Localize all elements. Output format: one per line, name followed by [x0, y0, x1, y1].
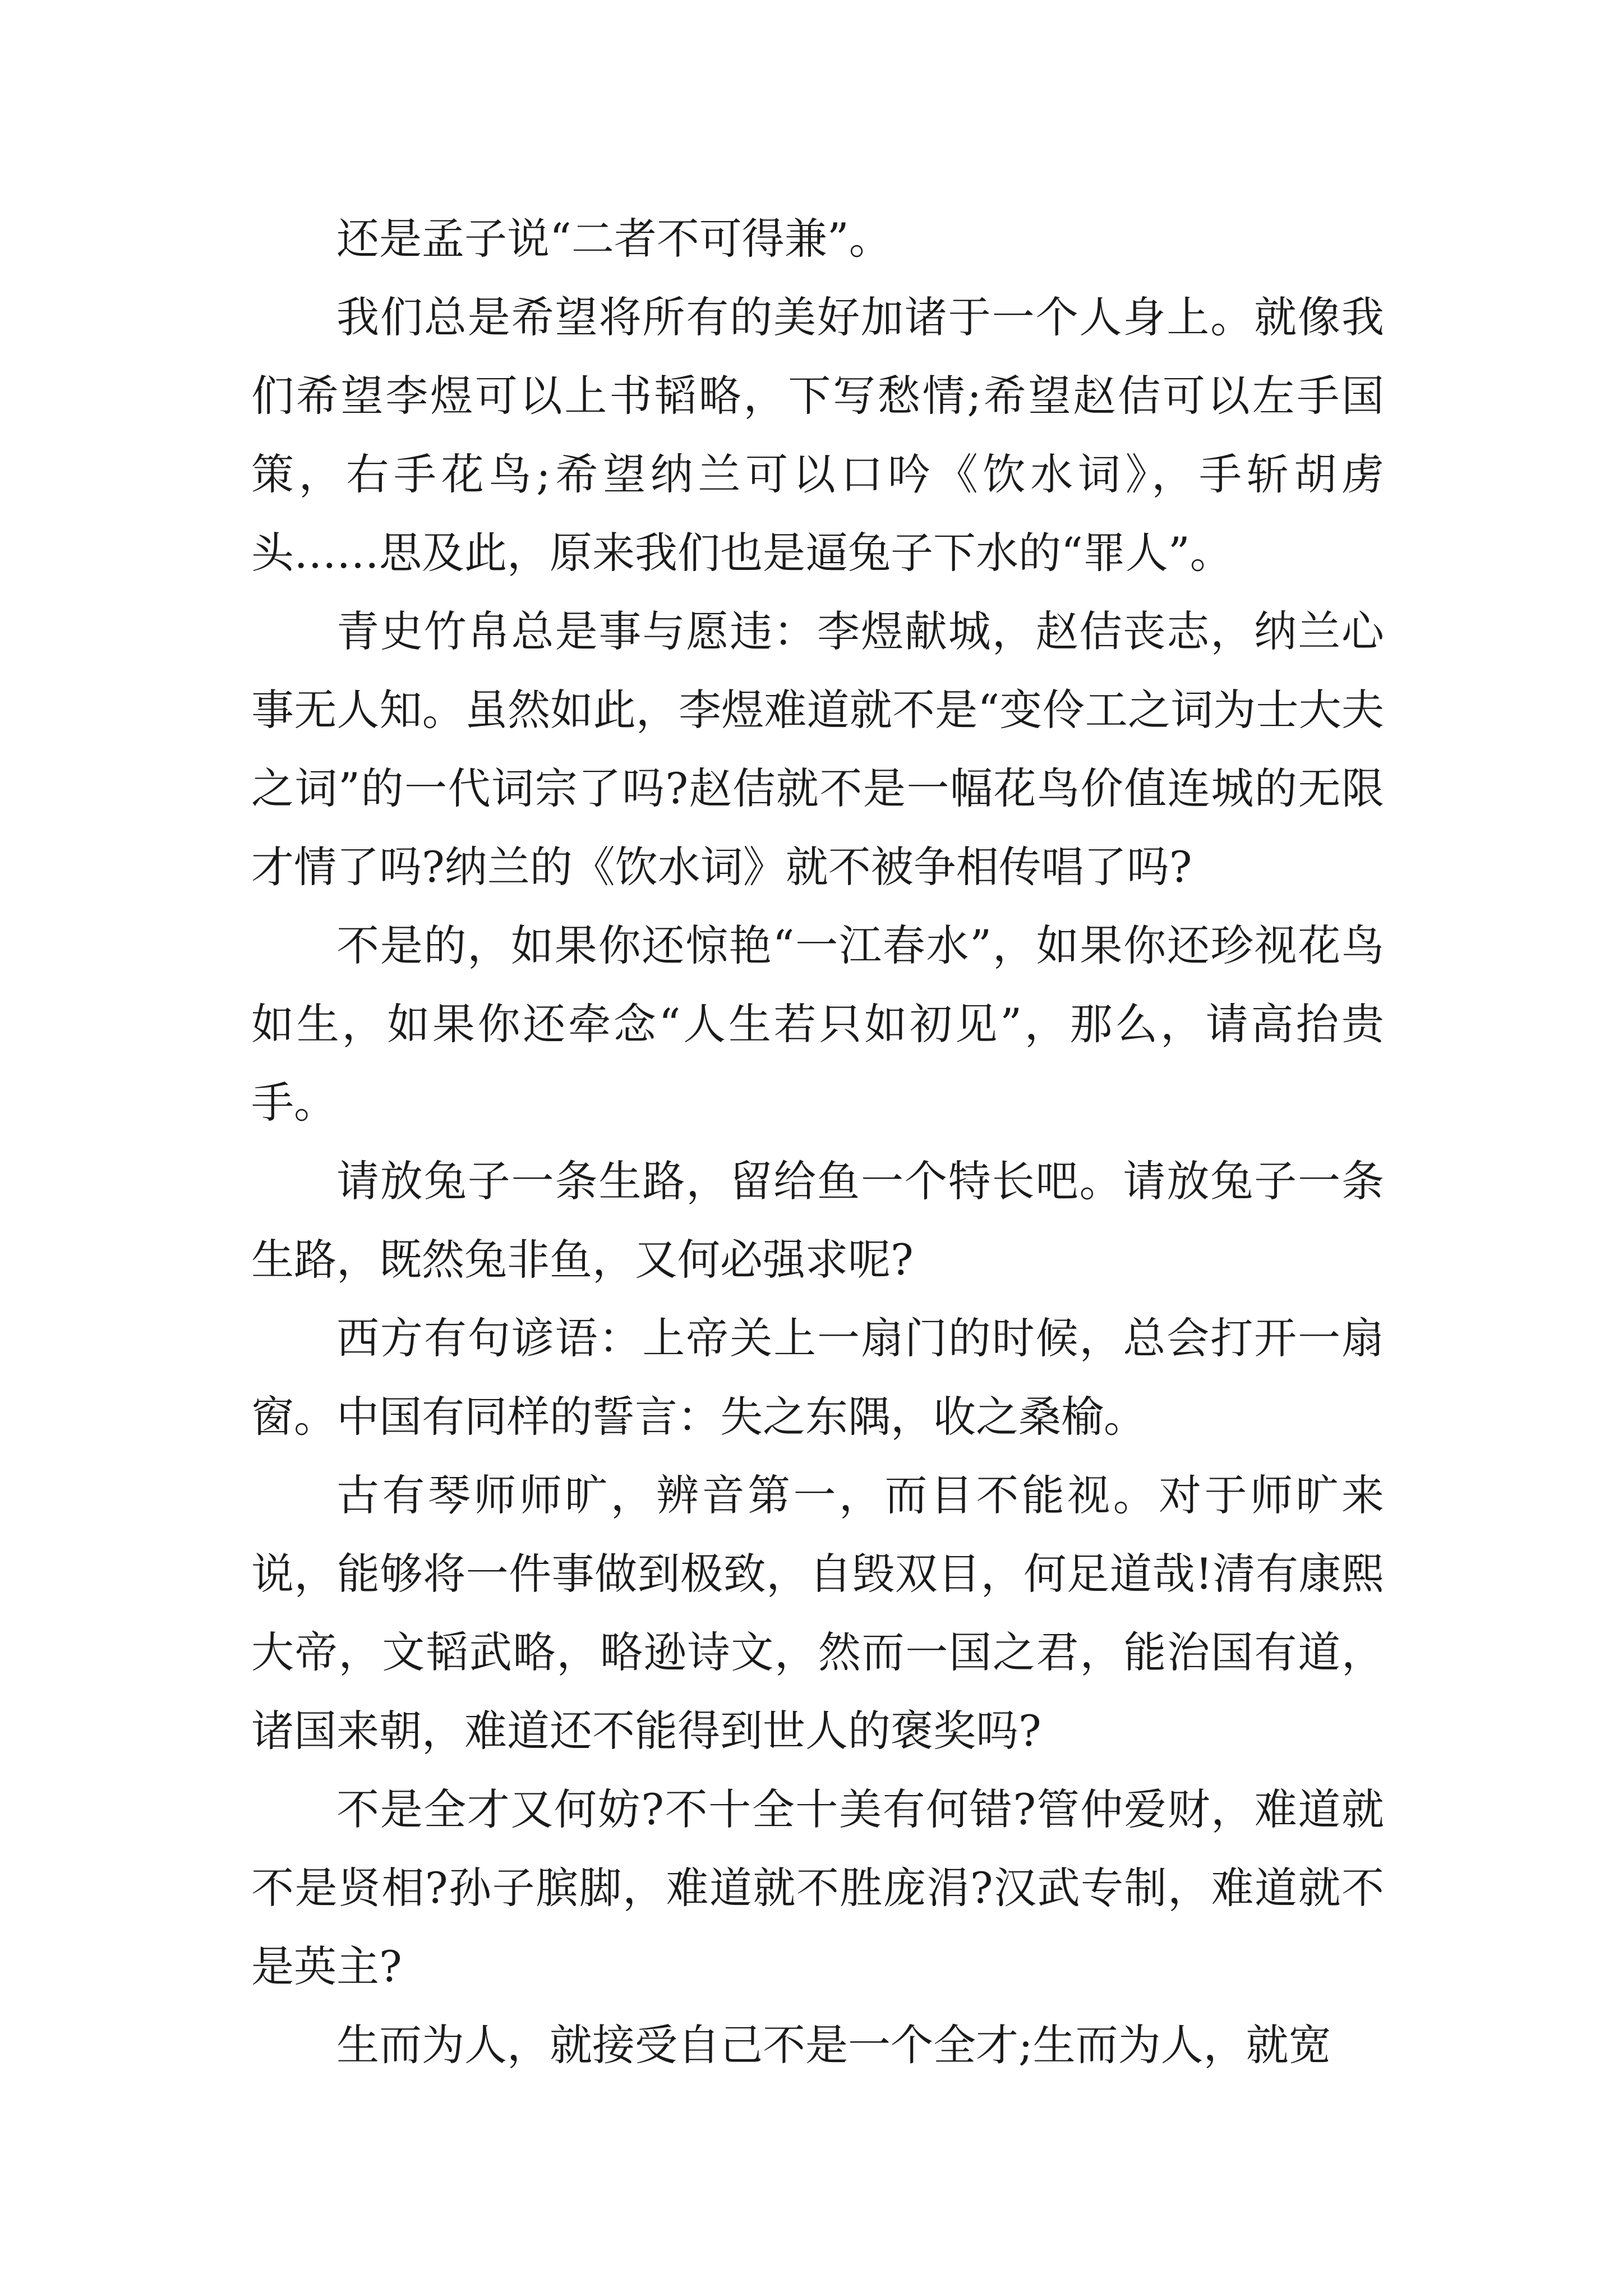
essay-body [251, 200, 1384, 2085]
paragraph-4: 不是的，如果你还惊艳“一江春水”，如果你还珍视花鸟如生，如果你还牵念“人生若只如初见”，那么，请高抬贵手。 [251, 921, 1384, 1128]
paragraph-3: 青史竹帛总是事与愿违：李煜献城，赵佶丧志，纳兰心事无人知。虽然如此，李煜难道就不是“变伶工之词为士大夫之词”的一代词宗了吗?赵佶就不是一幅花鸟价值连城的无限才情了吗?纳兰的《饮水词》就不被争相传唱了吗? [251, 606, 1384, 892]
paragraph-6: 西方有句谚语：上帝关上一扇门的时候，总会打开一扇窗。中国有同样的誓言：失之东隅，收之桑榆。 [251, 1313, 1384, 1442]
paragraph-8: 不是全才又何妨?不十全十美有何错?管仲爱财，难道就不是贤相?孙子膑脚，难道就不胜庞涓?汉武专制，难道就不是英主? [251, 1784, 1384, 1991]
paragraph-5: 请放兔子一条生路，留给鱼一个特长吧。请放兔子一条生路，既然兔非鱼，又何必强求呢? [251, 1156, 1384, 1285]
paragraph-1: 还是孟子说“二者不可得兼”。 [336, 214, 892, 264]
paragraph-7: 古有琴师师旷，辨音第一，而目不能视。对于师旷来说，能够将一件事做到极致，自毁双目，何足道哉!清有康熙大帝，文韬武略，略逊诗文，然而一国之君，能治国有道，诸国来朝，难道还不能得到世人的褒奖吗? [251, 1470, 1384, 1756]
paragraph-9: 生而为人，就接受自己不是一个全才;生而为人，就宽 [336, 2020, 1331, 2070]
paragraph-2: 我们总是希望将所有的美好加诸于一个人身上。就像我们希望李煜可以上书韬略，下写愁情;希望赵佶可以左手国策，右手花鸟;希望纳兰可以口吟《饮水词》，手斩胡虏头……思及此，原来我们也是逼兔子下水的“罪人”。 [251, 292, 1384, 578]
